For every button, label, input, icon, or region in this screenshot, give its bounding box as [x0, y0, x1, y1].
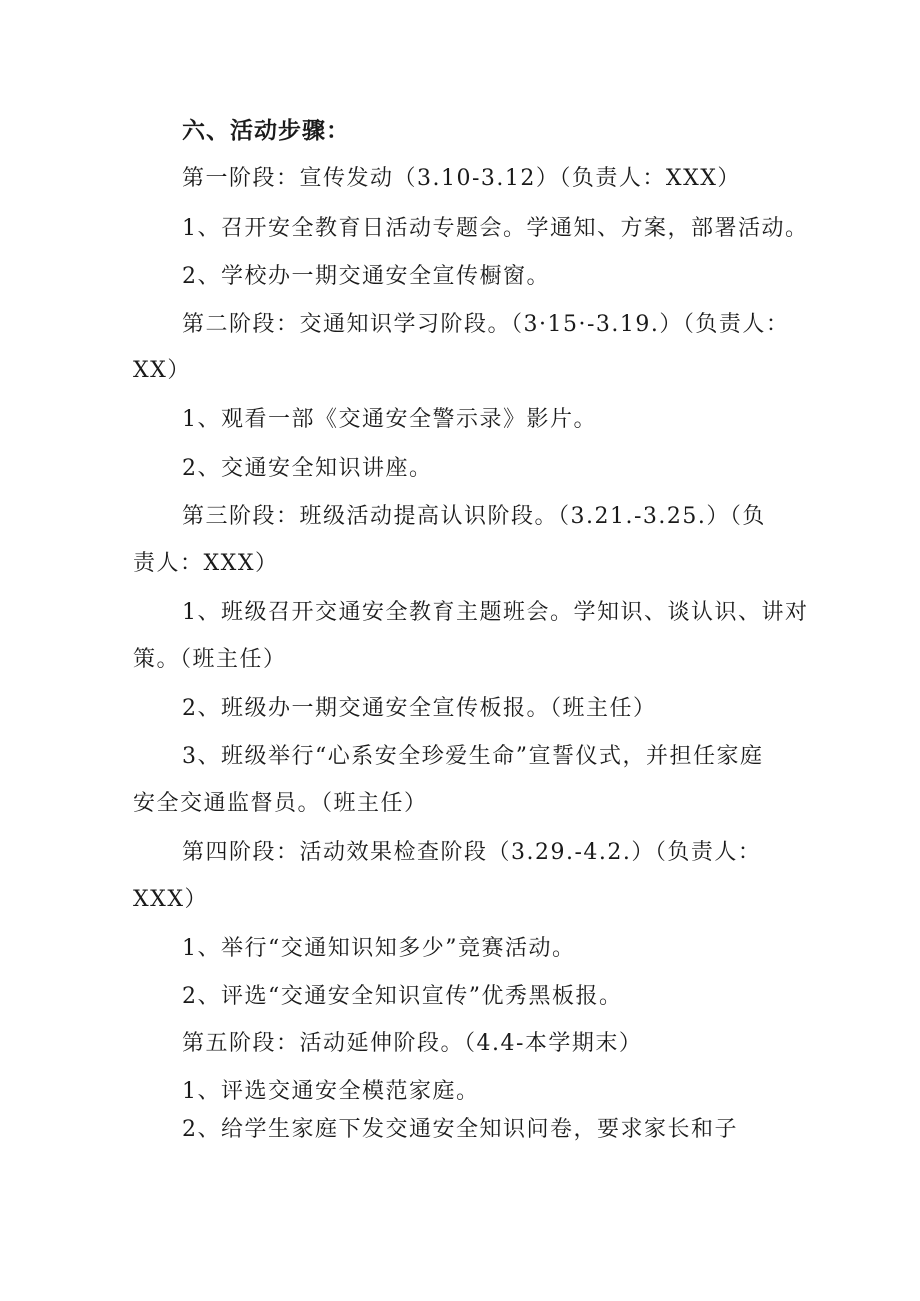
- stage5-item-1: 1、评选交通安全模范家庭。: [182, 1079, 480, 1104]
- stage4-item-2: 2、评选“交通安全知识宣传”优秀黑板报。: [182, 984, 623, 1009]
- stage2-title-line2: XX）: [133, 358, 191, 383]
- stage5-title: 第五阶段：活动延伸阶段。（4.4-本学期末）: [182, 1031, 643, 1056]
- stage5-item-2: 2、给学生家庭下发交通安全知识问卷，要求家长和子: [182, 1117, 738, 1142]
- stage3-item-2: 2、班级办一期交通安全宣传板报。（班主任）: [182, 696, 657, 721]
- stage4-item-1: 1、举行“交通知识知多少”竞赛活动。: [182, 936, 576, 961]
- stage1-item-1: 1、召开安全教育日活动专题会。学通知、方案，部署活动。: [182, 216, 809, 241]
- stage3-title-line2: 责人：XXX）: [133, 551, 279, 576]
- stage3-item-3-line1: 3、班级举行“心系安全珍爱生命”宣誓仪式，并担任家庭: [182, 744, 764, 769]
- stage1-item-2: 2、学校办一期交通安全宣传橱窗。: [182, 264, 550, 289]
- stage3-item-1-line1: 1、班级召开交通安全教育主题班会。学知识、谈认识、讲对: [182, 600, 809, 625]
- stage3-item-3-line2: 安全交通监督员。（班主任）: [133, 791, 428, 816]
- stage2-item-2: 2、交通安全知识讲座。: [182, 456, 433, 481]
- stage4-title-line2: XXX）: [133, 887, 208, 912]
- stage2-title-line1: 第二阶段：交通知识学习阶段。（3·15·-3.19.）（负责人：: [182, 312, 790, 337]
- section-title: 六、活动步骤：: [182, 118, 350, 144]
- stage1-title: 第一阶段：宣传发动（3.10-3.12）（负责人：XXX）: [182, 166, 741, 191]
- stage3-title-line1: 第三阶段：班级活动提高认识阶段。（3.21.-3.25.）（负: [182, 504, 766, 529]
- stage3-item-1-line2: 策。（班主任）: [133, 647, 287, 672]
- stage4-title-line1: 第四阶段：活动效果检查阶段（3.29.-4.2.）（负责人：: [182, 840, 762, 865]
- stage2-item-1: 1、观看一部《交通安全警示录》影片。: [182, 407, 597, 432]
